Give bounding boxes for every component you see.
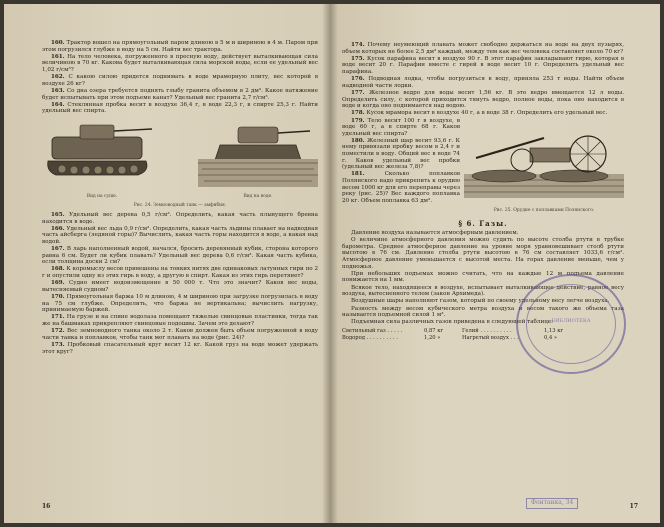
problem-paragraph: [42, 40, 318, 53]
problem-number: 169.: [51, 280, 65, 287]
problem-text: Прямоугольная баржа 10 м длиною, 4 м шириною при загрузке погрузилась в воду на 75 см глубже. Определить, что баржа не вертикальна; вычислить нагрузку, принимаемую баржей.: [42, 294, 319, 314]
cannon-floats-illustration: [464, 118, 624, 206]
book-spread: [4, 4, 660, 523]
table-cell: 1,13 кг: [544, 327, 564, 334]
left-page: [4, 4, 330, 523]
problem-number: 178.: [351, 110, 365, 117]
problem-text: Вес земноводного танка около 2 т. Каков должен быть объем погруженной в воду части танка и поплавков, чтобы танк мог плавать на воде (рис. 24)?: [42, 328, 318, 341]
problem-number: 173.: [51, 341, 65, 348]
figure-25: [464, 118, 624, 214]
problem-text: Пробковый спасательный круг весит 12 кг. Какой груз на воде может удержать этот круг?: [42, 341, 318, 355]
problem-text: Удельный вес дерева 0,5 г/см³. Определить, какая часть плывущего бревна находится в воде.: [42, 211, 319, 225]
table-cell: Водород . . . . . . . . . .: [342, 334, 398, 341]
problem-paragraph: [342, 56, 624, 76]
problem-paragraph: [42, 294, 318, 314]
problem-paragraph: [42, 342, 318, 355]
problem-paragraph: [42, 88, 318, 101]
problem-paragraph: [42, 54, 318, 74]
problem-paragraph: [42, 266, 318, 279]
left-problems-bottom: [42, 212, 318, 355]
problem-text: С какою силою придется поднимать в воде мраморную плиту, вес которой в воздухе 26 кг?: [42, 74, 318, 87]
problem-number: 164.: [51, 101, 65, 108]
problem-text: О величине атмосферного давления можно судить по высоте столба ртути в трубке барометра. Среднее атмосферное давление на уровне моря уравновешивает столб ртути высотою в 76 см. Давление столба ртути высотою в 76 см составляет 1033,6 г/см². Атмосферное давление уменьшается с высотой места. На горах давление меньше, чем у подножья.: [342, 237, 624, 270]
problem-text: Судно имеет водоизмещение в 50 000 т. Что это значит? Каков вес воды, вытесняемый судном?: [42, 280, 318, 293]
problem-paragraph: [42, 328, 318, 341]
problem-text: Стеклянная пробка весит в воздухе 36,4 г, в воде 22,3 г, в спирте 25,3 г. Найти удельный вес спирта.: [42, 101, 318, 115]
problem-text: Давление воздуха называется атмосферным давлением.: [351, 230, 519, 237]
right-problems-top: [342, 42, 624, 117]
problem-text: Удельный вес льда 0,9 г/см³. Определить, какая часть льдины плавает на надводная часть айсберга (ледяной горы)? Вычислить, какая часть горы находится в воде, а какая над водой.: [42, 225, 318, 245]
problem-text: Воздушные шары наполняют газом, который по своему удельному весу легче воздуха.: [351, 298, 610, 305]
problem-paragraph: [42, 74, 318, 87]
problem-number: 168.: [51, 266, 65, 273]
table-cell: Гелий . . . . . . . . . .: [462, 327, 512, 334]
problem-number: 167.: [51, 246, 65, 253]
problem-paragraph: [342, 90, 624, 110]
problem-text: Тело весит 100 г в воздухе, в воде 60 г, а в спирте 68 г. Каков удельный вес спирта?: [342, 117, 460, 137]
problem-text: Почему неумеющий плавать может свободно держаться на воде на двух пузырях, объем которых не более 2,5 дм³ каждый, между тем как вес человека составляет около 70 кг?: [342, 42, 624, 55]
left-problems-top: [42, 40, 318, 115]
library-round-stamp: [516, 274, 626, 374]
problem-text: Трактор вошел на прямоугольный паром длиною в 5 м и шириною в 4 м. Паром при этом погрузился глубже в воду на 5 см. Найти вес трактора.: [42, 40, 318, 53]
table-cell: Светильный газ . . . . .: [342, 327, 403, 334]
problem-paragraph: [42, 212, 318, 225]
problem-text: К коромыслу весов привешены на тонких нитях две одинаковых латунных гири по 2 г и опустили одну из этих гирь в воду, а другую в спирт. Какая из этих гирь перетянет?: [42, 266, 319, 280]
problem-paragraph: [42, 102, 318, 115]
problem-text: Со дна озера требуется поднять глыбу гранита объемом в 2 дм³. Какое натяжение будет испытывать при этом подъеме канат? Удельный вес гранита 2,7 г/см³.: [42, 87, 319, 101]
problem-text: Подъемная сила различных газов приведена в следующей таблице:: [351, 319, 553, 326]
problem-text: В ларь наполненный водой, начался, бросить деревянный кубик, сторона которого равна 6 см. Будет ли кубик плавать? Удельный вес дерева 0,6 г/см³. Какая часть кубика, если толщина доски 2 см?: [42, 246, 318, 266]
figure-sub-caption-right: Вид на воде.: [243, 193, 273, 199]
figure-sub-caption-left: Вид на суше.: [86, 193, 118, 199]
problem-text: При небольших подъемах можно считать, что на каждые 12 м подъема давление понижается на 1 мм.: [342, 270, 624, 284]
problem-paragraph: [342, 42, 624, 55]
problem-paragraph: [42, 226, 318, 246]
section-title: § 6. Газы.: [458, 218, 508, 228]
problem-text: На тело человека, погруженного в пресную воду, действует выталкивающая сила величиною в 70 кг. Каковa будет выталкивающая сила морской воды, если ее удельный вес 1,02 г/см³?: [42, 53, 318, 73]
table-cell: 1,20 »: [424, 334, 441, 341]
problem-text: Всякое тело, находящееся в воздухе, испытывает выталкивающее действие, равное весу воздуха, вытесненного телом (закон Архимеда).: [342, 284, 624, 298]
table-cell: 0,87 кг: [424, 327, 444, 334]
problem-text: Сколько поплавков Полянского надо прикрепить к орудию весом 1000 кг для его переправы через реку (рис. 25)? Вес каждого поплавка 20 кг. Объем поплавка 63 дм³.: [342, 171, 461, 204]
problem-number: 180.: [351, 137, 365, 144]
problem-paragraph: [342, 76, 624, 89]
table-cell: Нагретый воздух . . .: [462, 334, 519, 341]
problem-number: 176.: [351, 76, 365, 83]
page-number-left: 16: [42, 503, 51, 511]
problem-number: 161.: [51, 53, 65, 60]
figure-24-caption: Рис. 24. Земноводный танк — амфибия.: [133, 202, 227, 208]
figure-25-caption: Рис. 25. Орудие с поплавками Полянского.: [493, 208, 595, 214]
problem-number: 162.: [51, 74, 65, 81]
right-page: [330, 4, 660, 523]
problem-text: Разность между весом кубического метра воздуха и весом такого же объема газа называется подъемной силой 1 м³.: [342, 305, 624, 319]
problem-text: Кусок мрамора весит в воздухе 40 г, а в воде 38 г. Определить его удельный вес.: [366, 110, 608, 117]
problem-number: 166.: [51, 225, 65, 232]
problem-number: 165.: [51, 211, 65, 218]
problem-text: Подводная лодка, чтобы погрузиться в воду, приняла 253 т воды. Найти объем надводной части лодки.: [342, 76, 624, 89]
problem-paragraph: [42, 280, 318, 293]
problem-number: 163.: [51, 87, 65, 94]
problem-paragraph: [342, 230, 624, 237]
problem-paragraph: [42, 246, 318, 266]
problem-number: 174.: [351, 42, 365, 48]
tank-on-land-figure: [42, 119, 162, 201]
problem-paragraph: [342, 237, 624, 270]
problem-number: 160.: [51, 40, 65, 46]
tank-on-water-figure: [198, 119, 318, 201]
problem-number: 175.: [351, 55, 365, 62]
problem-text: На грузе и на спине водолаза помещают тяжелые свинцовые пластинки, тогда так же на башмаках прикрепляют свинцовые подошвы. Зачем это делают?: [42, 314, 318, 327]
table-cell: 0,4 »: [544, 334, 558, 341]
tank-land-illustration: [42, 119, 162, 191]
tank-water-illustration: [198, 119, 318, 191]
problem-number: 170.: [51, 294, 65, 300]
figure-24: [42, 119, 318, 201]
book-gutter: [322, 4, 338, 523]
problem-text: Железный шар весит 93,6 г. К нему привязали пробку весом в 2,4 г и поместили в воду. Общий вес в воде 74 г. Каков удельный вес пробки (удельный вес железа 7,8)?: [342, 137, 460, 171]
problem-number: 179.: [351, 117, 365, 124]
problem-text: Железное ведро для воды весит 1,56 кг. В это ведро вмещается 12 л воды. Определить силу, с которой приходится тянуть ведро, полное воды, пока оно находится в воде и когда оно поднимается над водою.: [342, 89, 624, 110]
problem-number: 181.: [351, 171, 365, 178]
library-rect-stamp: Фонтанка, 34: [526, 498, 578, 509]
problem-text: Кусок парафина весит в воздухе 90 г. В этот парафин закладывают гирю, которая в воде весит 20 г. Парафин вместе с гирей в воде весит 10 г. Определить удельный вес парафина.: [342, 55, 625, 75]
stamp-text: БИБЛИОТЕКА: [551, 318, 591, 324]
problem-paragraph: [342, 110, 624, 117]
problem-number: 172.: [51, 328, 65, 335]
problem-number: 177.: [351, 89, 365, 96]
page-number-right: 17: [629, 503, 638, 511]
problem-paragraph: [42, 314, 318, 327]
problem-number: 171.: [51, 314, 65, 321]
